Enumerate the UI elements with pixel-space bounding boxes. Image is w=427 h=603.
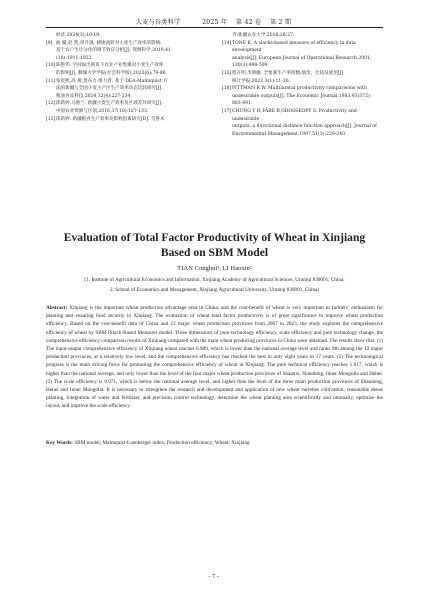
reference-item [46,100,211,115]
reference-number: [11] [46,78,56,84]
paper-title [46,231,383,260]
journal-year: 2025 年 [202,19,228,26]
paper-title-line-2: Based on SBM Model [160,245,269,259]
reference-number: [12] [46,101,56,107]
abstract-text: Xinjiang is the important wheat production advantage area in China, and the cost-benefit of wheat is very important to farmers’ enthusiasm for planting and ensuring food security in Xinjiang. The evaluation of wheat total factor productivity is of great significance to improve wheat production efficiency. Based on the cost-benefit data of China and 12 major wheat production provinces from 2007 to 2023, the study explores the comprehensive efficiency of wheat by SBM (Slack-Based Measure) model. Three dimensions of pure technology efficiency, scale efficiency and pure technology change, the comprehensive efficiency comparison results of Xinjiang compared with the main wheat producing provinces in China were obtained. The results show that: (1) The input-output comprehensive efficiency of Xinjiang wheat reaches 0.989, which is lower than the national average level and ranks 9th among the 12 major production provinces, at a relatively low level, and the comprehensive efficiency has reached the best in only eight years in 17 years. (2) The technological progress is the main driving force for promoting the comprehensive efficiency of wheat in Xinjiang. The pure technical efficiency reaches 1.017, which is higher than the national average, and only lower than the level of the four major wheat production provinces of Shaanxi, Shandong, Inner Mongolia and Hebei. (3) The scale efficiency is 0.971, which is below the national average level, and higher than the level of the three main production provinces of Shandong, Hebei and Inner Mongolia. It is necessary to strengthen the research and development and application of new wheat varieties cultivation, reasonable dense planting, integration of water and fertilizer, and precision control technology, determine the wheat planting area scientifically and rationally, optimize the layout, and improve the scale efficiency. [46,305,383,410]
reference-text-line: Environmental Management,1997,51(3):229-240. [232,131,347,137]
reference-text-line: 陈艳伟. 空间溢出视角下农业产业集聚对小麦生产效率 [56,63,164,69]
reference-item [222,40,384,70]
journal-volume: 第 42 卷 [235,19,262,26]
reference-text-line: 法的新疆与全国小麦主产区生产效率动态比较研究[J]. [56,86,163,92]
reference-item [46,32,211,40]
reference-number: [15] [222,70,232,76]
reference-text-line: CHUNG Y H,FÄRE R,GROSSKOPF S. Productivity and undesirable [232,108,357,122]
running-header [0,17,427,26]
reference-text-line: 的影响[J]. 聊城大学学报(社会科学版),2023(6):79-86. [56,70,168,76]
journal-name: 大麦与谷类科学 [135,19,181,26]
reference-text-line: 郎新婷,马惠兰. 新疆小麦生产效率及区域差异研究[J]. [56,101,163,107]
reference-text-line: 曲 朦,赵 凯,周升强. 耕地流转对小麦生产效率的影响: [56,40,162,46]
reference-text-line: outputs: a directional distance function approach[J]. Journal of [232,124,377,130]
reference-text-line: (10):1911-1922. [56,55,93,61]
reference-item [222,85,384,108]
keywords-text: SBM model; Malmquist-Luenberger index; Production efficiency; Wheat; Xinjiang [74,440,250,446]
paper-title-line-1: Evaluation of Total Factor Productivity of Wheat in Xinjiang [63,231,366,244]
reference-text-line: 张宸熙,高 燕,奥布力·塔力普. 基于 DEA-Malmquist 方 [56,78,168,84]
reference-item [46,62,211,77]
paper-authors: TIAN Conghui¹, LI Haoxin² [177,265,252,272]
reference-number: [13] [46,116,56,122]
reference-text-line: 130(3):498-509. [232,63,269,69]
reference-number: [10] [46,63,56,69]
keywords [46,440,383,446]
reference-text-line: TONE K. A slacks-based measure of efficiency in data envelopment [232,40,356,54]
reference-item [46,116,211,124]
reference-item [46,40,211,63]
reference-text-line: analysis[J]. European Journal of Operational Research,2001, [232,55,372,61]
reference-text-line: 883-891. [232,101,253,107]
reference-text-line: 经济,2024(3):10-19. [56,33,101,38]
page-number: - 7 - [208,573,219,580]
reference-number: [17] [222,108,232,114]
reference-text-line: 齐:新疆农业大学,2016:26-27. [232,33,295,38]
reference-item [222,32,384,40]
reference-item [46,78,211,101]
reference-number: [9] [46,40,53,46]
keywords-label: Key Words: [46,440,73,446]
reference-number: [14] [222,40,232,46]
references-left-column [46,32,211,123]
references-right-column [222,32,384,138]
header-rule [46,27,383,28]
reference-text-line: PITTMAN R W. Multilateral productivity comparisons with [232,86,367,92]
abstract-label: Abstract: [46,305,68,311]
reference-number: [16] [222,86,232,92]
reference-text-line: 郎新婷. 新疆粮食生产效率及影响因素研究[D]. 乌鲁木 [56,116,165,122]
reference-text-line: undesirable outputs[J]. The Economic Journal,1983,93(372): [232,93,372,99]
reference-text-line: 基于农户生计分化的调节效应分析[J]. 资源科学,2019,41 [56,48,171,54]
reference-text-line: 统计学报,2022,3(1):11-26. [232,78,291,84]
reference-text-line: 粮油食品科技,2024,32(4):227-234. [56,93,132,99]
abstract [46,304,383,410]
reference-text-line: 程开明,李泗娥. 全要素生产率指数:演变、比较及展望[J]. [232,70,345,76]
reference-item [222,108,384,138]
affiliation-2: 2. School of Economics and Management, Xinjiang Agricultural University, Urumqi 830091, China) [110,287,319,293]
journal-issue: 第 2 期 [269,19,292,26]
reference-text-line: 中国农业资源与区划,2016,37(10):127-133. [56,108,149,114]
affiliation-1: (1. Institute of Agricultural Economics and Information, Xinjiang Academy of Agricultural Sciences, Urumqi 830091, China; [84,277,345,283]
reference-item [222,70,384,85]
